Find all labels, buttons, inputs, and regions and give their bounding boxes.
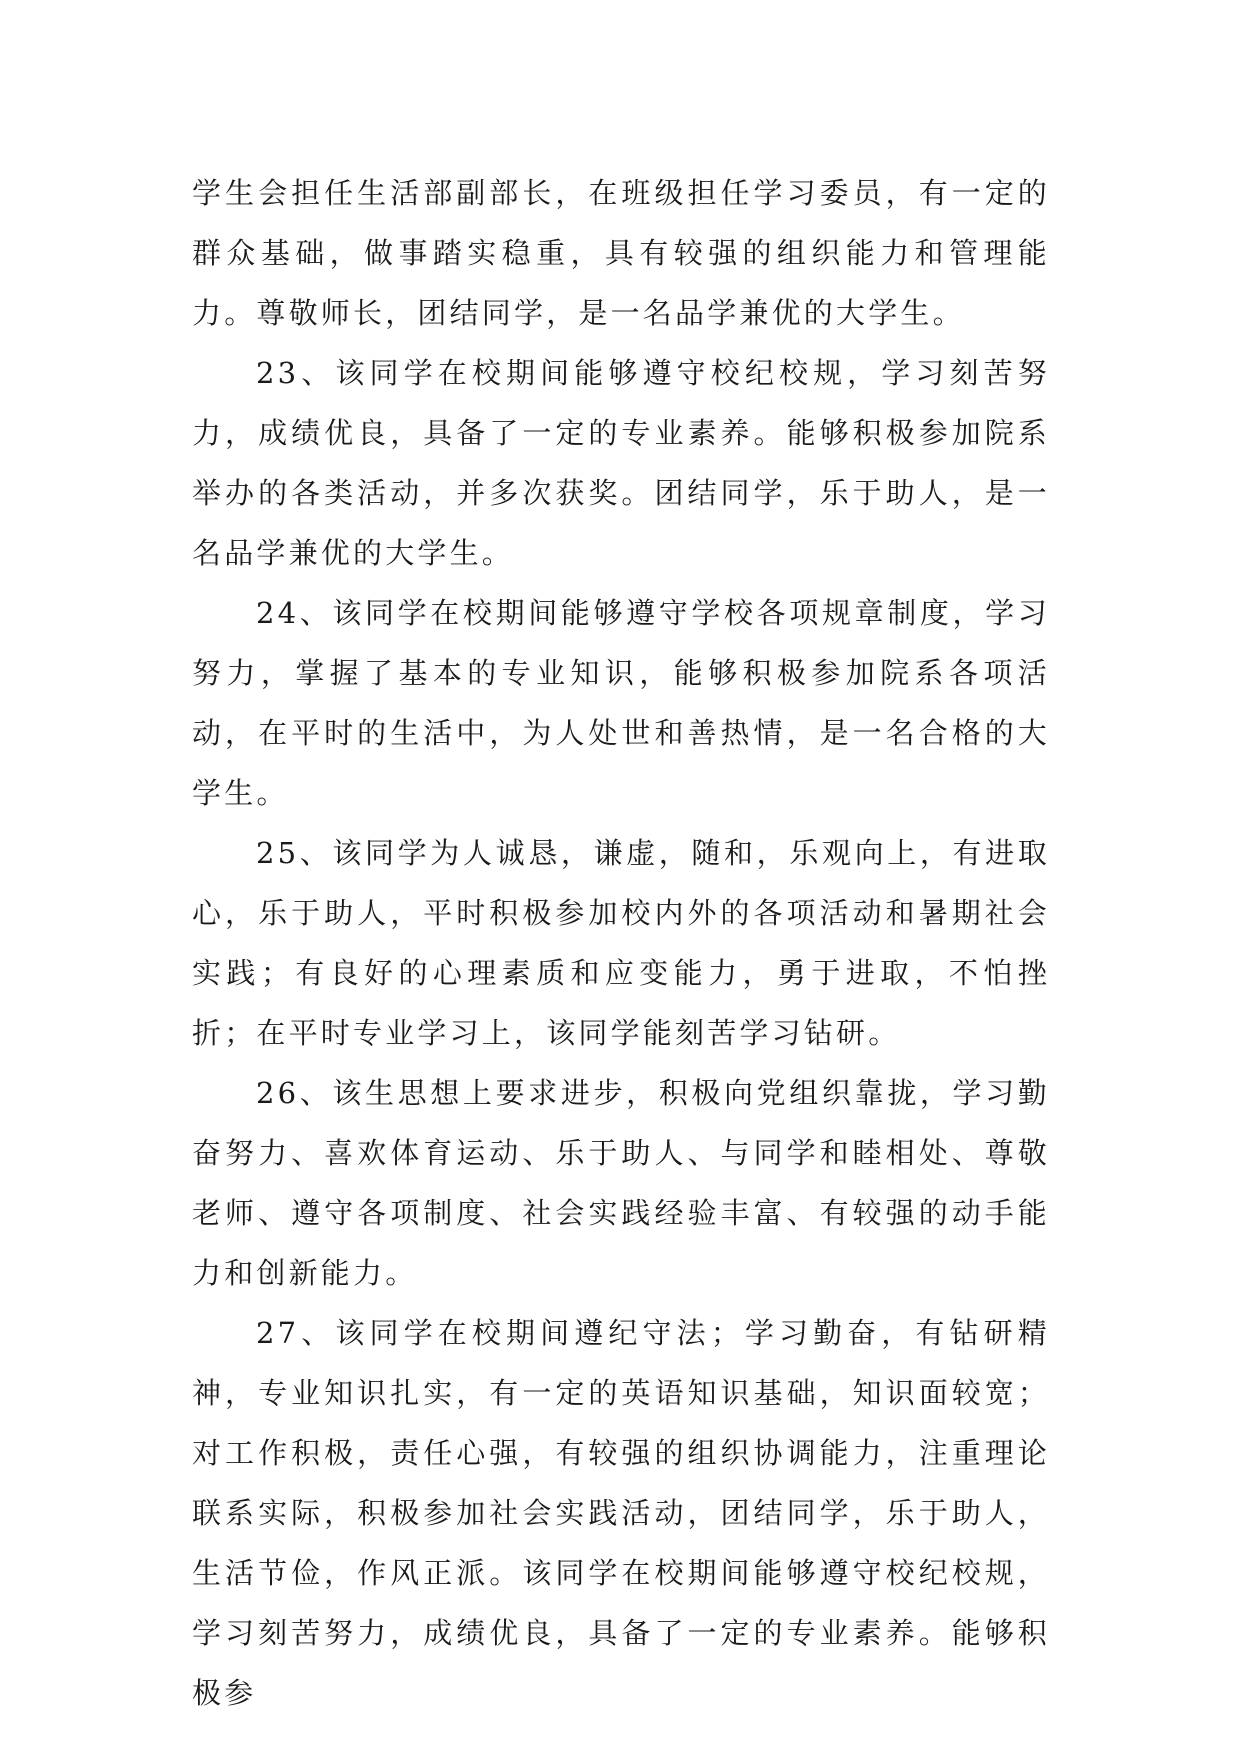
paragraph-23: 23、该同学在校期间能够遵守校纪校规，学习刻苦努力，成绩优良，具备了一定的专业素养。能够积极参加院系举办的各类活动，并多次获奖。团结同学，乐于助人，是一名品学兼优的大学生。 [192,356,1050,570]
paragraph-25: 25、该同学为人诚恳，谦虚，随和，乐观向上，有进取心，乐于助人，平时积极参加校内外的各项活动和暑期社会实践；有良好的心理素质和应变能力，勇于进取，不怕挫折；在平时专业学习上，该同学能刻苦学习钻研。 [192,836,1050,1050]
paragraph-27: 27、该同学在校期间遵纪守法；学习勤奋，有钻研精神，专业知识扎实，有一定的英语知识基础，知识面较宽；对工作积极，责任心强，有较强的组织协调能力，注重理论联系实际，积极参加社会实践活动，团结同学，乐于助人，生活节俭，作风正派。该同学在校期间能够遵守校纪校规，学习刻苦努力，成绩优良，具备了一定的专业素养。能够积极参 [192,1316,1050,1710]
paragraph-26: 26、该生思想上要求进步，积极向党组织靠拢，学习勤奋努力、喜欢体育运动、乐于助人、与同学和睦相处、尊敬老师、遵守各项制度、社会实践经验丰富、有较强的动手能力和创新能力。 [192,1076,1050,1290]
paragraph-continuation: 学生会担任生活部副部长，在班级担任学习委员，有一定的群众基础，做事踏实稳重，具有较强的组织能力和管理能力。尊敬师长，团结同学，是一名品学兼优的大学生。 [192,176,1050,330]
document-page [192,163,1050,1723]
paragraph-24: 24、该同学在校期间能够遵守学校各项规章制度，学习努力，掌握了基本的专业知识，能够积极参加院系各项活动，在平时的生活中，为人处世和善热情，是一名合格的大学生。 [192,596,1050,810]
